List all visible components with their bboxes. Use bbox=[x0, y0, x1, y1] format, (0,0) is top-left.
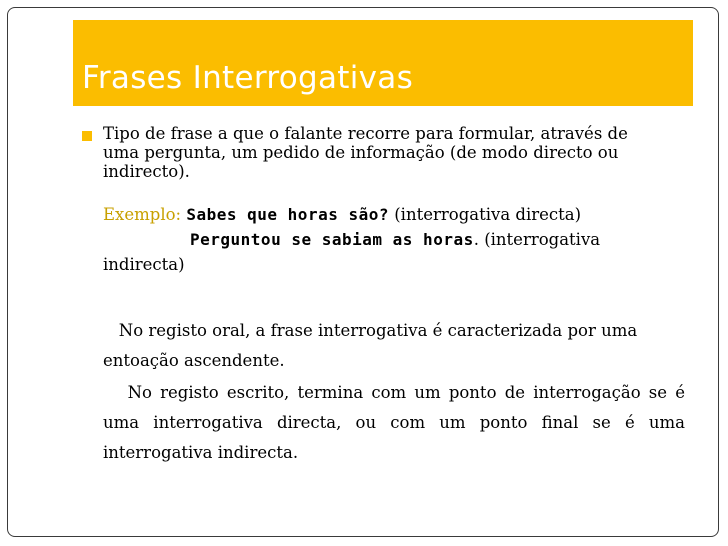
example-label: Exemplo: bbox=[103, 205, 182, 224]
bullet-text: Tipo de frase a que o falante recorre para formular, através de uma pergunta, um pedido de informação (de modo directo ou indirecto). bbox=[103, 124, 628, 181]
paragraph-escrito-text: No registo escrito, termina com um ponto de interrogação se é uma interrogativa directa, ou com um ponto final se é uma interrogativa indirecta. bbox=[103, 383, 685, 462]
example-line-2 bbox=[190, 230, 600, 249]
example-line-1 bbox=[103, 205, 581, 224]
paragraph-oral-text: No registo oral, a frase interrogativa é caracterizada por uma entoação ascendente. bbox=[103, 321, 638, 370]
example2-note-cont: indirecta) bbox=[103, 255, 185, 274]
example1-note: (interrogativa directa) bbox=[394, 205, 582, 224]
paragraph-oral bbox=[103, 316, 663, 376]
square-bullet-icon bbox=[81, 130, 93, 142]
example2-sentence: Perguntou se sabiam as horas bbox=[190, 230, 474, 249]
slide-title: Frases Interrogativas bbox=[82, 60, 414, 96]
example1-sentence: Sabes que horas são? bbox=[186, 205, 389, 224]
paragraph-escrito bbox=[103, 378, 685, 468]
example2-note: . (interrogativa bbox=[473, 230, 601, 249]
